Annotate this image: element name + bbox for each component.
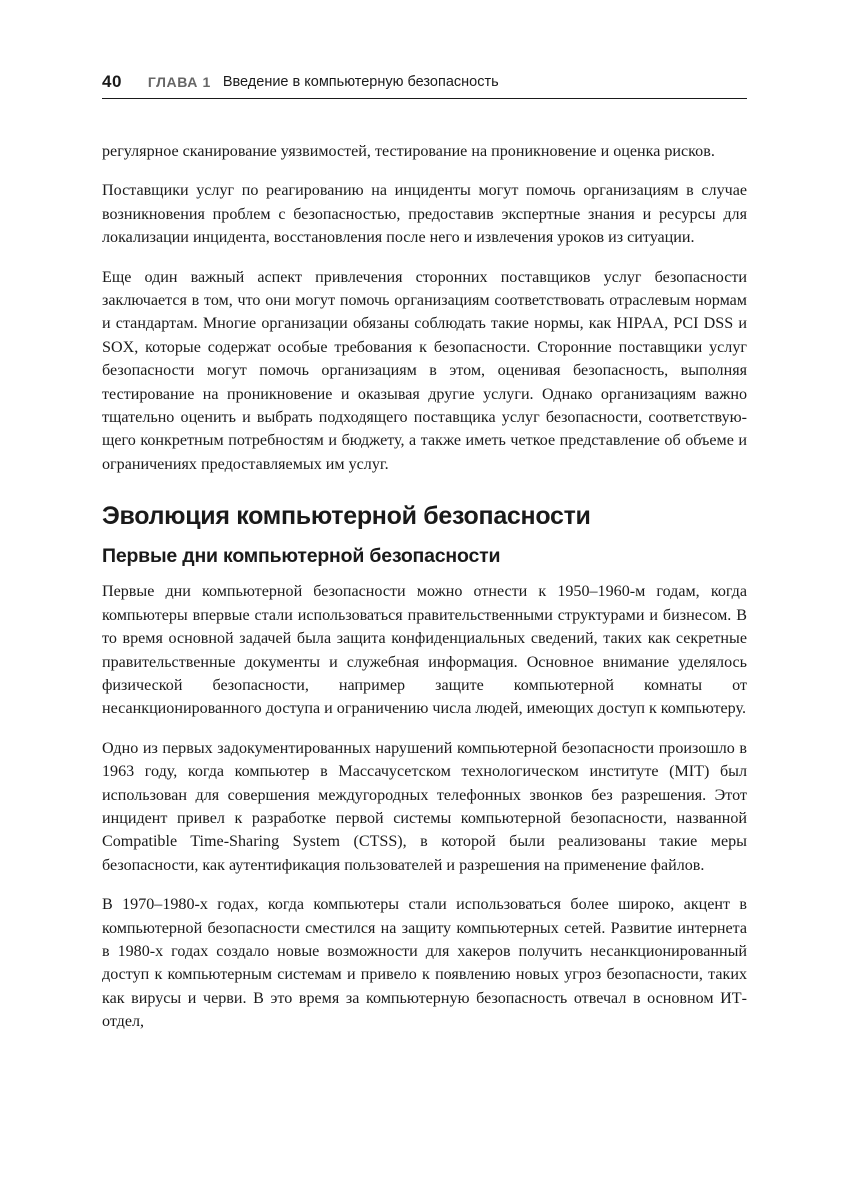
paragraph: В 1970–1980-х годах, когда компьютеры стали использоваться более широко, акцент в компьютерной безопасности сместился на защиту компьютерных сетей. Развитие интернета в 1980-х годах создало новые возможности для хакеров получить несанкционированный доступ к компьютерным системам и привело к появлению новых угроз безопасности, таких как вирусы и черви. В это время за компьютерную безопасность отвечал в основном ИТ-отдел, [102, 896, 747, 1031]
running-header [102, 66, 747, 99]
chapter-label: ГЛАВА 1 [147, 74, 211, 90]
chapter-title: Введение в компьютерную безопасность [222, 74, 499, 90]
paragraph: Первые дни компьютерной безопасности можно отнести к 1950–1960-м годам, когда компьютеры впервые стали использоваться правительственными структурами и бизнесом. В то время основной задачей была защита конфиденциальных сведений, таких как секретные правительственные документы и служебная информация. Основное внимание уделялось физической безопасности, например защите компьютерной комнаты от несанкционированного доступа и ограничению числа людей, имеющих доступ к компьютеру. [102, 583, 747, 718]
paragraph: регулярное сканирование уязвимостей, тестирование на проникновение и оценка рисков. [102, 143, 715, 160]
page-number: 40 [102, 72, 122, 91]
paragraph: Поставщики услуг по реагированию на инциденты могут помочь организациям в случае возникновения проблем с безопасностью, предоставив экспертные знания и ресурсы для локализации инцидента, восстановления после него и извлечения уроков из ситуации. [102, 182, 747, 247]
paragraph: Еще один важный аспект привлечения сторонних поставщиков услуг безопасности заключается в том, что они могут помочь организациям соответствовать отраслевым нормам и стандартам. Многие организации обязаны соблюдать такие нормы, как HIPAA, PCI DSS и SOX, которые содержат особые требования к безопасности. Сторонние поставщики услуг безопасности могут помочь организациям в этом, оценивая безопасность, выполняя тестирование на проникновение и оказывая другие услуги. Однако организациям важно тщательно оценить и выбрать подходящего поставщика услуг безопасности, соответствующего конкретным потребностям и бюджету, а также иметь четкое представление об объеме и ограничениях предоставляемых им услуг. [102, 268, 747, 473]
paragraph: Одно из первых задокументированных нарушений компьютерной безопасности произошло в 1963 году, когда компьютер в Массачусетском технологическом институте (MIT) был использован для совершения междугородных телефонных звонков без разрешения. Этот инцидент привел к разработке первой системы компьютерной безопасности, названной Compatible Time-Sharing System (CTSS), в которой были реализованы такие меры безопасности, как аутентификация пользователей и разрешения на применение файлов. [102, 739, 747, 874]
subsection-heading: Первые дни компьютерной безопасности [102, 545, 501, 568]
section-heading: Эволюция компьютерной безопасности [102, 502, 591, 531]
page-body [102, 140, 747, 1050]
